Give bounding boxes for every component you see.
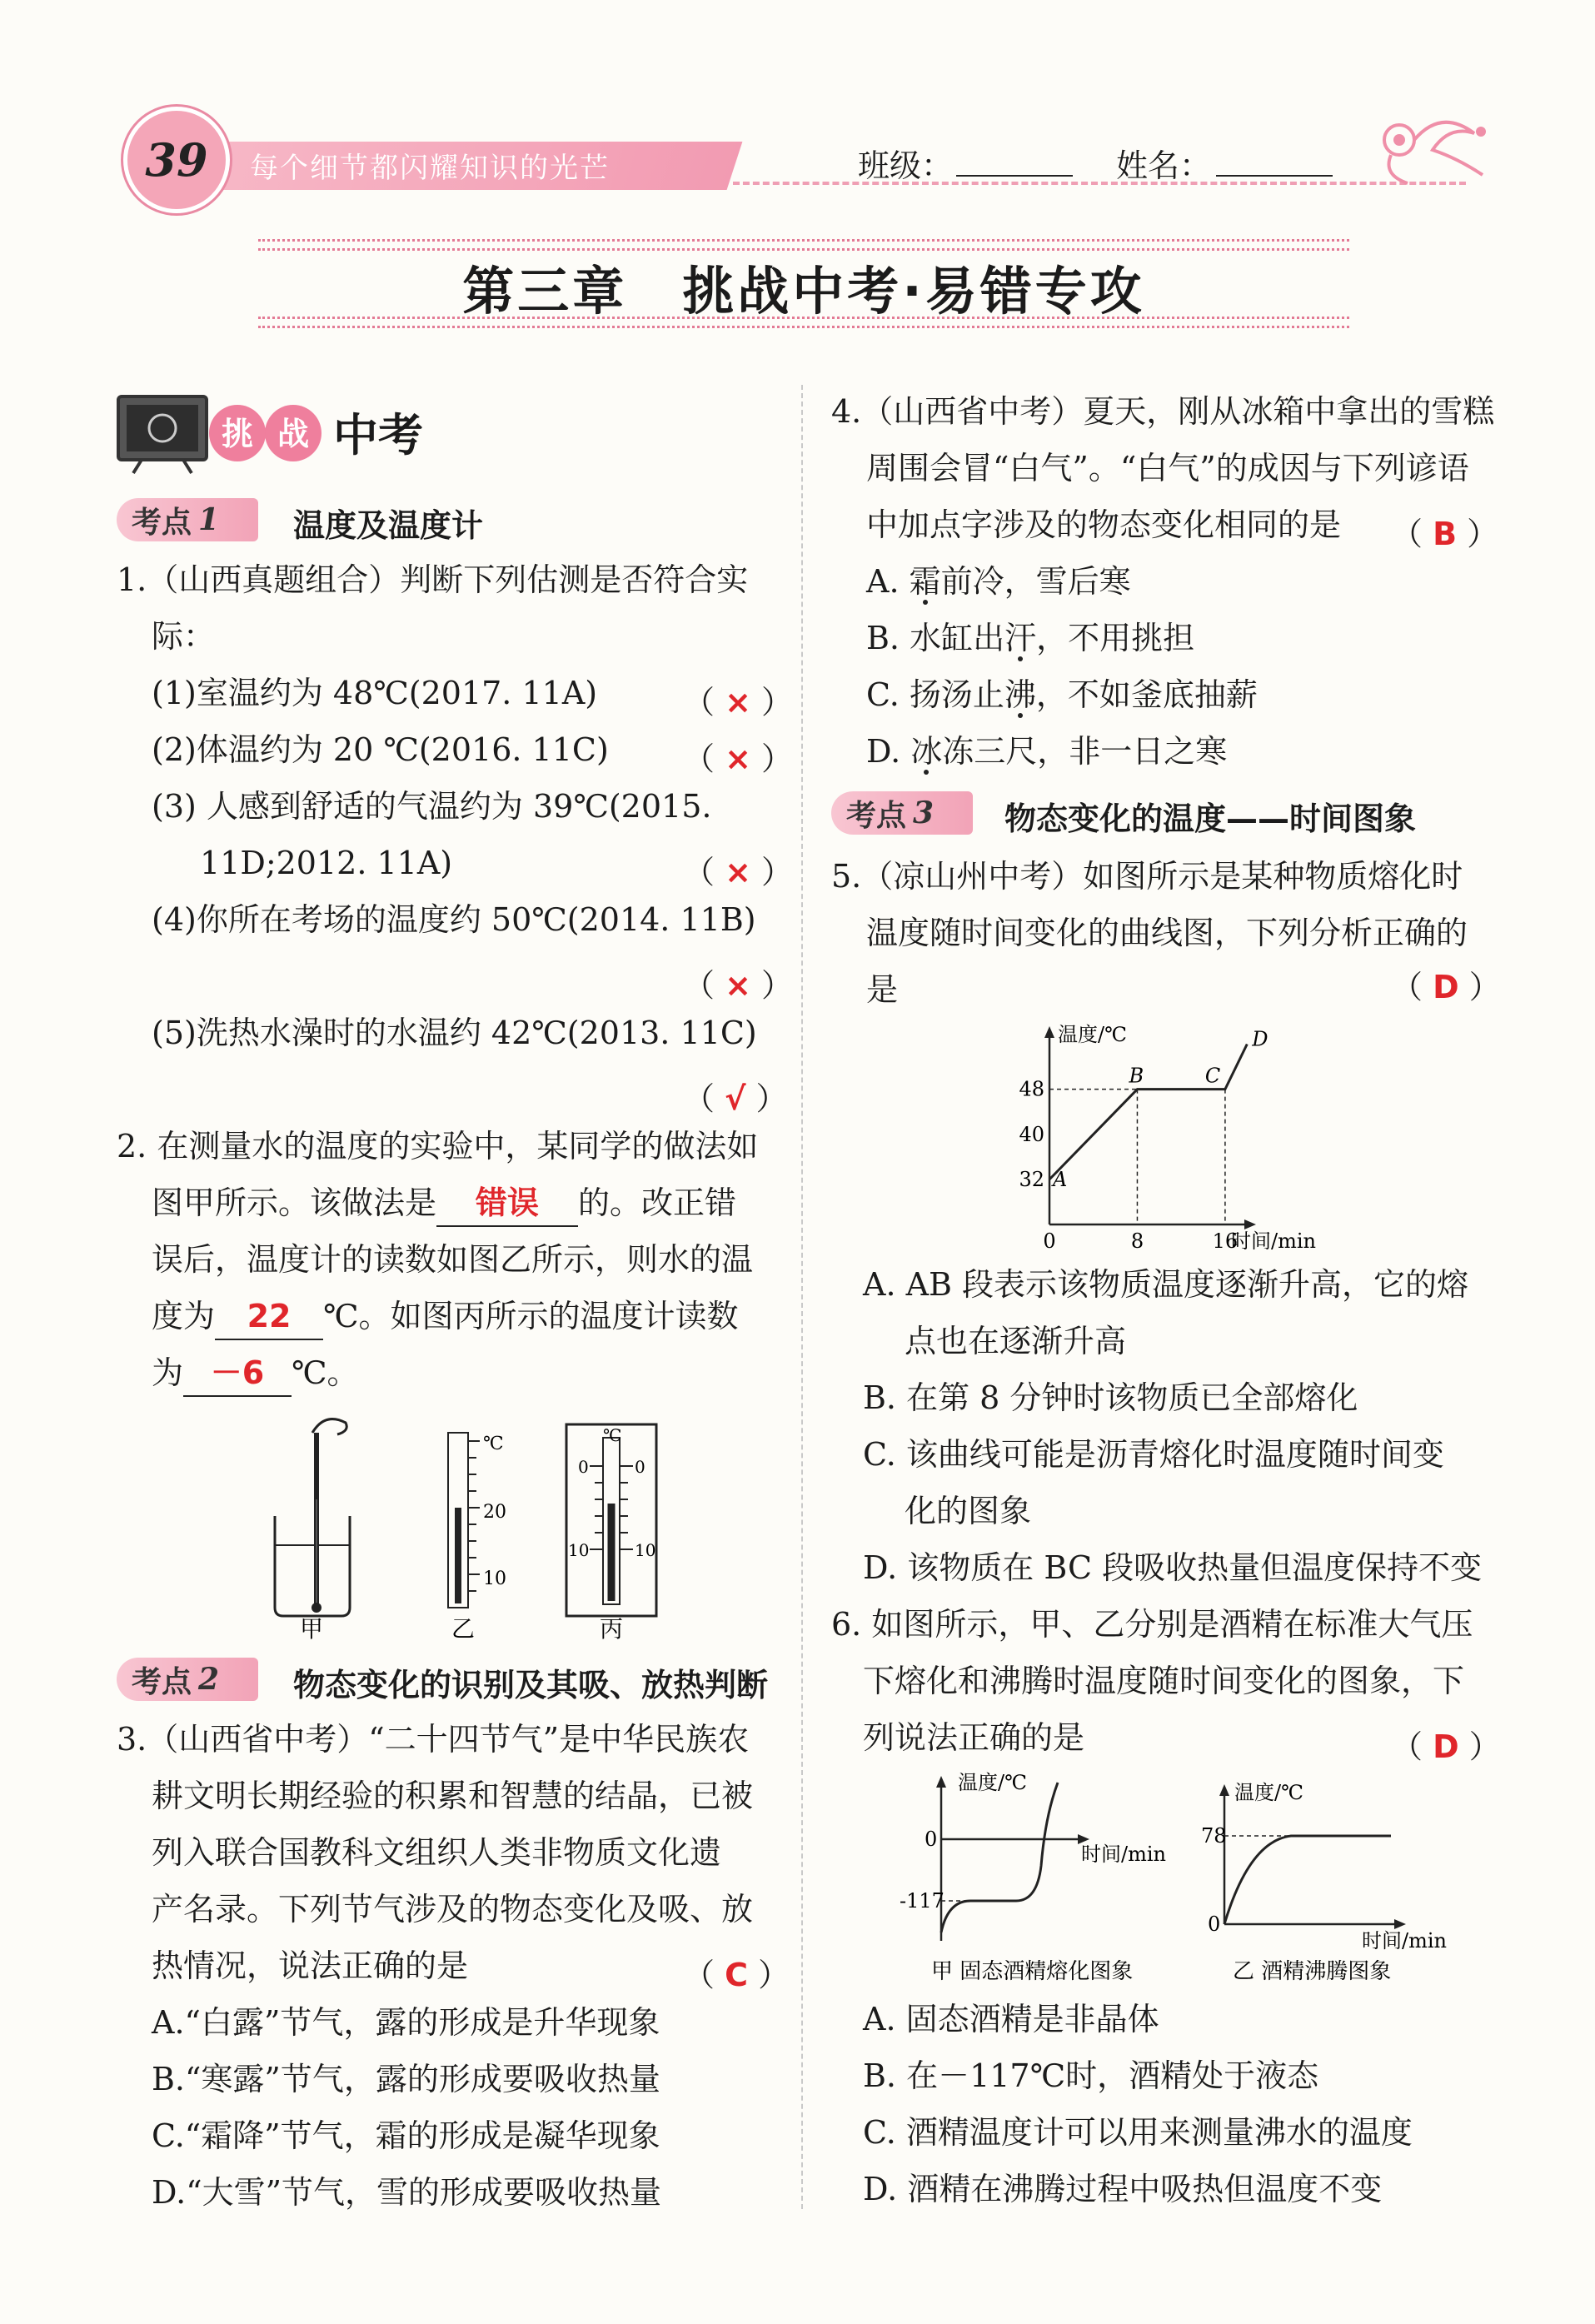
q1-answer-4[interactable]: （ × ）	[683, 967, 794, 1004]
q5-option-b: B. 在第 8 分钟时该物质已全部熔化	[863, 1379, 1358, 1416]
q1-answer-3[interactable]: （ × ）	[683, 854, 794, 890]
q1-item-5: (5)洗热水澡时的水温约 42℃(2013. 11C)	[152, 1015, 757, 1051]
beaker-figure	[275, 1419, 350, 1641]
q2-line4: 度为 22 ℃。如图丙所示的温度计读数	[152, 1288, 739, 1344]
q2-figures	[267, 1408, 700, 1641]
fig-label-bing: 丙	[600, 1615, 624, 1641]
q4-answer[interactable]: （ B ）	[1391, 516, 1499, 552]
svg-text:78: 78	[1201, 1824, 1227, 1848]
q1-item-1: (1)室温约为 48℃(2017. 11A)	[152, 675, 598, 711]
q1-answer-5[interactable]: （ √ ）	[683, 1080, 788, 1117]
q5-option-c-cont: 化的图象	[905, 1493, 1032, 1529]
section-title-rest: 中考	[333, 409, 423, 461]
class-label: 班级：	[858, 147, 954, 184]
kaodian-1-title: 温度及温度计	[293, 507, 484, 544]
q4-line3: 中加点字涉及的物态变化相同的是	[866, 506, 1342, 543]
page-number: 39	[123, 107, 230, 213]
q5-line1: 5.（凉山州中考）如图所示是某种物质熔化时	[831, 858, 1463, 895]
g5-point-d: D	[1252, 1027, 1269, 1051]
q3-line5: 热情况，说法正确的是	[152, 1947, 469, 1984]
g6-caption-jia: 甲 固态酒精熔化图象	[931, 1959, 1134, 1984]
q5-line3: 是	[866, 971, 899, 1008]
svg-text:温度/℃: 温度/℃	[958, 1771, 1027, 1794]
q1-item-3: (3) 人感到舒适的气温约为 39℃(2015.	[152, 788, 712, 825]
q3-line1: 3.（山西省中考）“二十四节气”是中华民族农	[117, 1721, 750, 1758]
q2-line2: 图甲所示。该做法是 错误 的。改正错	[152, 1174, 736, 1231]
q1-answer-1[interactable]: （ × ）	[683, 684, 794, 721]
q5-option-a: A. AB 段表示该物质温度逐渐升高，它的熔	[863, 1266, 1469, 1303]
class-blank[interactable]	[956, 175, 1073, 177]
q5-line2: 温度随时间变化的曲线图，下列分析正确的	[866, 915, 1468, 951]
svg-text:温度/℃: 温度/℃	[1234, 1781, 1303, 1804]
q6-option-a: A. 固态酒精是非晶体	[863, 2001, 1159, 2037]
q1-item-4: (4)你所在考场的温度约 50℃(2014. 11B)	[152, 901, 756, 938]
g5-xlabel: 时间/min	[1231, 1229, 1316, 1249]
g6-boiling-chart	[1201, 1781, 1447, 1984]
title-rule-bottom	[258, 317, 1349, 328]
q5-melting-chart	[999, 1016, 1366, 1249]
q4-line2: 周围会冒“白气”。“白气”的成因与下列谚语	[866, 450, 1469, 486]
q4-line1: 4.（山西省中考）夏天，刚从冰箱中拿出的雪糕	[831, 393, 1495, 430]
section-char-1: 挑	[221, 415, 254, 452]
fig-label-jia: 甲	[300, 1615, 324, 1641]
q2-line3: 误后，温度计的读数如图乙所示，则水的温	[152, 1241, 754, 1278]
q3-line4: 产名录。下列节气涉及的物态变化及吸、放	[152, 1891, 754, 1928]
g5-xtick-0: 0	[1043, 1229, 1056, 1249]
g5-ylabel: 温度/℃	[1058, 1023, 1127, 1046]
q3-option-b: B.“寒露”节气，露的形成要吸收热量	[152, 2061, 660, 2097]
q6-charts	[891, 1766, 1474, 1999]
q4-option-b: B. 水缸出汗，不用挑担	[866, 620, 1195, 656]
svg-text:20: 20	[483, 1502, 506, 1523]
g5-xtick-8: 8	[1130, 1229, 1144, 1249]
kaodian-3-tag: 考点 3	[831, 791, 973, 835]
g5-point-b: B	[1129, 1064, 1144, 1088]
svg-text:℃: ℃	[603, 1425, 622, 1445]
kaodian-2-title: 物态变化的识别及其吸、放热判断	[293, 1667, 769, 1703]
kaodian-2-tag: 考点 2	[117, 1658, 258, 1701]
q6-option-b: B. 在－117℃时，酒精处于液态	[863, 2057, 1319, 2094]
g5-ytick-48: 48	[1019, 1077, 1044, 1101]
svg-text:0: 0	[578, 1457, 589, 1477]
svg-text:0: 0	[925, 1828, 938, 1851]
q4-option-d: D. 冰冻三尺，非一日之寒	[866, 733, 1228, 770]
q3-line2: 耕文明长期经验的积累和智慧的结晶，已被	[152, 1778, 754, 1814]
svg-text:10: 10	[568, 1540, 590, 1560]
kaodian-3-title: 物态变化的温度——时间图象	[1004, 800, 1417, 837]
g5-ytick-32: 32	[1019, 1167, 1044, 1191]
q1-stem-line1: 1.（山西真题组合）判断下列估测是否符合实	[117, 561, 749, 598]
q2-line1: 2. 在测量水的温度的实验中，某同学的做法如	[117, 1128, 759, 1164]
header-dashed-line	[733, 182, 1466, 185]
thermometer-bing	[566, 1424, 656, 1641]
q3-answer[interactable]: （ C ）	[683, 1957, 790, 1993]
thermometer-yi	[448, 1433, 506, 1641]
svg-text:10: 10	[635, 1540, 656, 1560]
q3-option-d: D.“大雪”节气，雪的形成要吸收热量	[152, 2174, 662, 2211]
q4-option-c: C. 扬汤止沸，不如釜底抽薪	[866, 676, 1258, 713]
fig-label-yi: 乙	[451, 1615, 476, 1641]
chapter-title: 第三章 挑战中考·易错专攻	[462, 261, 1145, 322]
q5-option-c: C. 该曲线可能是沥青熔化时温度随时间变	[863, 1436, 1444, 1473]
q5-option-d: D. 该物质在 BC 段吸收热量但温度保持不变	[863, 1549, 1483, 1586]
flower-ornament-icon	[1366, 100, 1499, 192]
q3-option-c: C.“霜降”节气，霜的形成是凝华现象	[152, 2117, 660, 2154]
svg-text:0: 0	[635, 1457, 645, 1477]
q6-option-c: C. 酒精温度计可以用来测量沸水的温度	[863, 2114, 1413, 2151]
svg-text:0: 0	[1208, 1913, 1221, 1936]
q2-blank-3[interactable]: －6	[183, 1350, 292, 1397]
g6-caption-yi: 乙 酒精沸腾图象	[1233, 1959, 1392, 1984]
section-char-2: 战	[277, 415, 310, 452]
svg-text:时间/min: 时间/min	[1081, 1843, 1166, 1866]
q3-option-a: A.“白露”节气，露的形成是升华现象	[152, 2004, 660, 2041]
q5-option-a-cont: 点也在逐渐升高	[905, 1323, 1127, 1359]
q6-line3: 列说法正确的是	[863, 1719, 1085, 1756]
q1-answer-2[interactable]: （ × ）	[683, 741, 794, 777]
g6-melting-chart	[900, 1771, 1166, 1984]
q5-answer[interactable]: （ D ）	[1391, 969, 1501, 1005]
chalkboard-icon	[117, 391, 325, 475]
q6-line1: 6. 如图所示，甲、乙分别是酒精在标准大气压	[831, 1606, 1473, 1643]
q2-blank-1[interactable]: 错误	[436, 1180, 578, 1227]
g5-point-c: C	[1204, 1064, 1221, 1088]
name-blank[interactable]	[1216, 175, 1333, 177]
g5-point-a: A	[1053, 1167, 1068, 1191]
q6-option-d: D. 酒精在沸腾过程中吸热但温度不变	[863, 2171, 1383, 2207]
q4-option-a: A. 霜前冷，雪后寒	[866, 563, 1131, 600]
q6-line2: 下熔化和沸腾时温度随时间变化的图象，下	[863, 1663, 1465, 1699]
q3-line3: 列入联合国教科文组织人类非物质文化遗	[152, 1834, 722, 1871]
svg-text:10: 10	[483, 1568, 506, 1589]
title-rule-top	[258, 239, 1349, 251]
q6-answer[interactable]: （ D ）	[1391, 1728, 1501, 1765]
svg-text:-117: -117	[900, 1889, 945, 1913]
column-divider	[801, 385, 803, 2209]
q2-line5: 为 －6 ℃。	[152, 1344, 359, 1401]
q1-item-2: (2)体温约为 20 ℃(2016. 11C)	[152, 731, 609, 768]
kaodian-1-tag: 考点 1	[117, 498, 258, 541]
q1-stem-line2: 际：	[152, 618, 216, 655]
svg-text:℃: ℃	[483, 1434, 504, 1454]
slogan-text: 每个细节都闪耀知识的光芒	[250, 152, 610, 185]
g5-xtick-16: 16	[1212, 1229, 1239, 1249]
g5-ytick-40: 40	[1019, 1122, 1044, 1146]
name-label: 姓名：	[1116, 147, 1212, 184]
q1-item-3-cont: 11D;2012. 11A)	[200, 845, 453, 881]
svg-text:时间/min: 时间/min	[1362, 1929, 1447, 1952]
q2-blank-2[interactable]: 22	[215, 1294, 323, 1340]
